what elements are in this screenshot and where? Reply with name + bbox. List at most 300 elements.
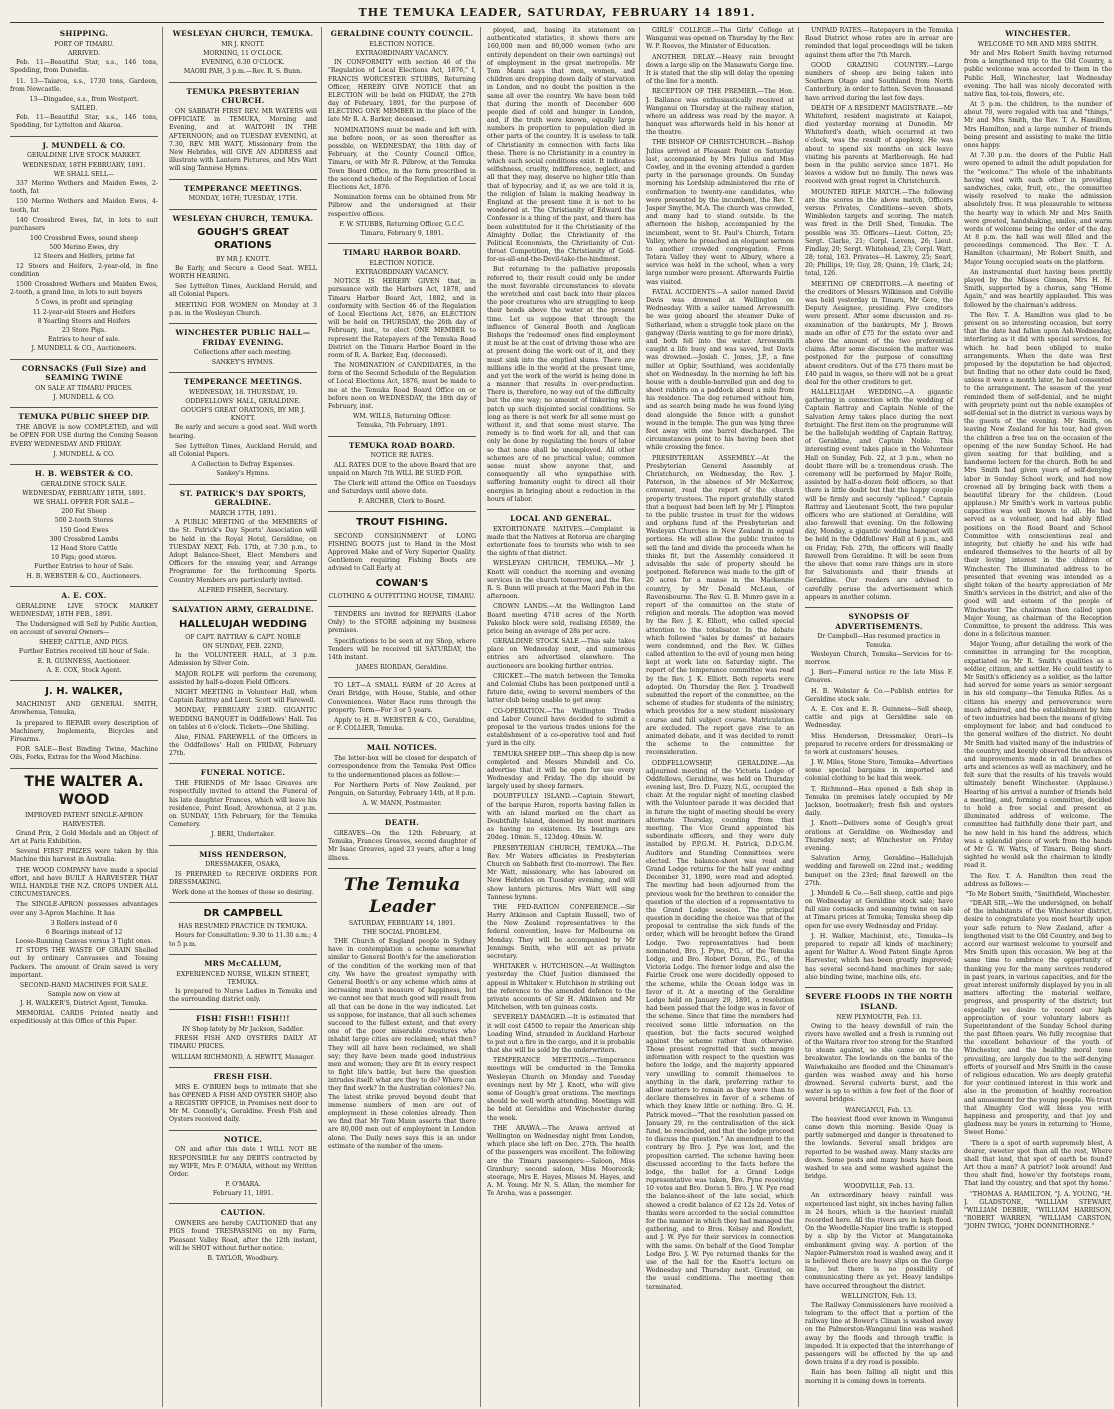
text-line: ELECTION NOTICE. bbox=[369, 259, 435, 267]
column-rule bbox=[10, 464, 158, 465]
text-line: J. Mundell & Co.—Sell sheep, cattle and pigs on Wednesday at Geraldine stock sale; have full size cornsacks and seaming twine on sale at Timaru prices at Temuka; Temuka sheep dip open for use every Wednesday and Friday. bbox=[805, 889, 953, 930]
article-block bbox=[10, 685, 158, 763]
article-block bbox=[10, 773, 158, 1026]
text-line: Wesleyan Church, Temuka—Services for to-morrow. bbox=[805, 650, 953, 667]
text-line: HALLELUJAH WEDDING.—A gigantic gathering in connection with the wedding of Captain Rattray and Captain Noble of the Salvation Army takes place during the next fortnight. The first item on the programme will be the hallelujah wedding of Captain Rattray, of Geraldine, and Captain Noble. This interesting event takes place in the Volunteer Hall on Sunday, Feb. 22, at 3 p.m., when no doubt there will be a tremendous crush. The ceremony will be performed by Major Rolfe, assisted by half-a-dozen field officers, so that there is little doubt but that the happy couple will be firmly and securely "spliced." Captain Rattray and Lieutenant Scott, the two popular officers who are stationed at Geraldine, will also farewell that evening. On the following day, Monday, a gigantic wedding banquet will be held in the Oddfellows' Hall at 6 p.m., and on Friday, Feb. 27th, the officers will finally farewell from Geraldine. It will be seen from the above that some rare things are in store for Salvationists and their friends at Geraldine. Our readers are advised to carefully peruse the advertisement which appears in another column. bbox=[805, 389, 953, 601]
text-line: SATURDAY, FEBRUARY 14, 1891. bbox=[348, 919, 456, 927]
article-heading: FUNERAL NOTICE. bbox=[200, 768, 286, 778]
text-line: ON SUNDAY, FEB. 22ND, bbox=[202, 643, 284, 651]
text-line: H. B. Webster & Co.—Publish entries for Geraldine stock sale. bbox=[805, 687, 953, 703]
text-line: Dr Campbell—Has resumed practice in Temuka. bbox=[817, 633, 941, 649]
article-heading: SHIPPING. bbox=[59, 29, 109, 38]
text-line: J. H. WALKER'S, District Agent, Temuka. bbox=[20, 1000, 148, 1008]
article-heading: FISH! FISH!! FISH!!! bbox=[196, 1014, 290, 1024]
article-heading: FRESH FISH. bbox=[213, 1071, 273, 1081]
text-line: 150 Good Ewes bbox=[59, 526, 109, 534]
column-rule bbox=[805, 607, 953, 608]
text-line: NEW PLYMOUTH, Feb. 13. bbox=[836, 1013, 922, 1021]
text-line: MAORI PAH, 3 p.m.—Rev. R. S. Bunn. bbox=[183, 68, 303, 76]
article-heading: MISS HENDERSON, bbox=[199, 849, 287, 859]
text-line: WE SHALL SELL— bbox=[53, 170, 115, 178]
text-line: Timaru, February 9, 1891. bbox=[360, 229, 444, 237]
article-heading: GERALDINE COUNTY COUNCIL. bbox=[330, 29, 474, 38]
text-line: SHEEP, CATTLE, AND PIGS. bbox=[39, 639, 129, 647]
column-rule bbox=[169, 954, 317, 955]
article-block bbox=[169, 87, 317, 174]
text-line: NOTICE IS HEREBY GIVEN that, in pursuance with the Harbors Act, 1878, and Timaru Harbor Board Act, 1882, and in conformity with Section 46 of the Regulation of Local Elections Act, 1876, an ELECTION will be held on THURSDAY, the 26th day of February, inst., to elect ONE MEMBER to represent the Ratepayers of the Temuka Road District on the Timaru Harbor Board in the room of R. A. Barker, Esq. (deceased). bbox=[328, 278, 476, 359]
text-line: Miss Henderson, Dressmaker, Orari—Is prepared to receive orders for dressmaking or to work at customers' houses. bbox=[805, 732, 953, 756]
text-line: In the VOLUNTEER HALL, at 3 p.m. Admission by Silver Coin. bbox=[169, 652, 317, 668]
text-line: WILLIAM RICHMOND, A. HEWITT, Manager. bbox=[171, 1053, 315, 1061]
text-line: NIGHT MEETING in Volunteer Hall, when Captain Rattray and Lieut. Scott will Farewell. bbox=[169, 688, 317, 705]
text-line: A. W. MANN, Postmaster. bbox=[362, 800, 442, 808]
text-line: TO LET—A SMALL FARM of 20 Acres at Orari Bridge, with House, Stable, and other Conveniences. Water Race runs through the property. Term—For 3 or 5 years. bbox=[328, 682, 476, 714]
text-line: THE FED-RATION CONFERENCE.—Sir Harry Atkinson and Captain Russell, two of the New Zealand representatives to the federal convention, leave for Melbourne on Monday. They will be accompanied by Mr Jennings Smith, who will act as private secretary. bbox=[487, 903, 635, 961]
text-line: Feb. 11—Beautiful Star, s.s., 146 tons, Spedding, from Dunedin. bbox=[10, 59, 158, 75]
text-line: OWNERS are hereby CAUTIONED that any PIGS found TRESPASSING on my Farm, Pleasant Valley Road, after the 12th instant, will be SHOT without further notice. bbox=[169, 1220, 317, 1252]
text-line: An instrumental duet having been prettily played by the Misses Gimson, Mrs H. H. Smith, supported by a chorus, sang "Home Again," and was heartily applauded. This was followed by the chairman's address. bbox=[964, 268, 1112, 309]
text-line: MR J. KNOTT. bbox=[221, 40, 265, 48]
text-line: THE ABOVE is now COMPLETED, and will be OPEN FOR USE during the Coming Season EVERY WEDNESDAY AND FRIDAY. bbox=[10, 424, 158, 448]
column-rule bbox=[169, 845, 317, 846]
text-line: Be Early, and Secure a Good Seat. WELL WORTH HEARING. bbox=[169, 264, 317, 281]
text-line: WEDNESDAY, 18. THURSDAY, 19. bbox=[188, 388, 298, 396]
text-line: Owing to the heavy downfall of rain the rivers have swelled and a fresh is running out of the Waitara river too strong for the Stanford to steam against, so she came on to the breakwater. The lowlands on the banks of the Waiwhakaiho are flooded and the Chinaman's garden was washed away and his horse drowned. Several culverts burst, and the water is up to within a few feet of the floor of several bridges. bbox=[805, 1022, 953, 1104]
text-line: For Northern Ports of New Zealand, per Penguin, on Saturday, February 14th, at 8 p.m. bbox=[328, 781, 476, 797]
text-line: At 7.30 p.m. the doors of the Public Hall were opened to admit the adult population for the "welcome." The whole of the inhabitants having vied with each other in providing sandwiches, cake, fruit, etc., the committee wisely resolved to make the admission absolutely free. It was pleasurable to witness the hearty way in which Mr and Mrs Smith were greeted, handshaking, smiles, and warm words of welcome being the order of the day. At 8 p.m. the hall was well filled and the proceedings commenced. The Rev. T. A. Hamilton (chairman), Mr Robert Smith, and Major Young occupied seats on the platform. bbox=[964, 152, 1112, 266]
column-rule bbox=[169, 179, 317, 180]
text-line: But returning to the palliative proposals referred to, their result could only be under the most favorable circumstances to elevate the wretched and cast back into their places the poor creatures who are struggling to keep their heads above the water at the present time. Let us suppose that through the influence of General Booth and Anglican Bishops the 'redeemed' ones find employment it must be at the cost of driving those who are at present doing the work out of it, and they must sink into the emptied slums. There are millions idle in the world at the present time, and yet the work of the world is being done in a manner that results in over-production. There is, therefore, no way out of the difficulty but the one way; no amount of tinkering with patch up such disjointed social conditions. So long as there is not work for all some must go without it, and that some must starve. The remedy is to find work for all, and that can only be done by regulating the hours of labor so that none shall be unemployed. All other schemes are of no practical value; common sense must show anyone that, and consequently all who sympathise with suffering humanity ought to direct all their energies in bringing about a reduction in the hours of labor. bbox=[487, 266, 635, 503]
column-rule bbox=[169, 484, 317, 485]
text-line: MEETING OF CREDITORS.—A meeting of the creditors of Messrs Wilkinson and Colville was held yesterday in Timaru, Mr Gore, the Deputy Assignee, presiding. Five creditors were present. After some discussion and re-examination of the bankrupts, Mr J. Brown made an offer of £75 for the estate over and above the amount of the two preferential claims. After some discussion the matter was postponed for the purpose of consulting absent creditors. Out of the £75 there must be £40 paid in wages, so there will not be a great deal for the other creditors to get. bbox=[805, 280, 953, 386]
column-rule bbox=[10, 407, 158, 408]
article-block bbox=[169, 377, 317, 479]
article-heading: TIMARU HARBOR BOARD. bbox=[343, 248, 461, 258]
text-line: THE SOCIAL PROBLEM. bbox=[362, 928, 442, 936]
columns-container bbox=[10, 27, 1112, 1407]
text-line: "THOMAS A. HAMILTON, "J. A. YOUNG, "H. J. GLADSTONE, "WILLIAM STEWART, "WILLIAM DEBBIE, "WILLIAM HARRISON, "ROBERT WARREN, "WILLIAM CARSTON, "JOHN TWIGG, "JOHN DONNITHORNE." bbox=[964, 1190, 1112, 1231]
text-line: 11. 13—Taiaroa, s.s., 1730 tons, Gardeen, from Newcastle. bbox=[10, 77, 158, 93]
text-line: MRS E. O'BRIEN begs to intimate that she has OPENED A FISH AND OYSTER SHOP, also a REGISTRY OFFICE, in Premises next door to Mr M. Connolly's, Geraldine. Fresh Fish and Oysters received daily. bbox=[169, 1083, 317, 1124]
article-block bbox=[328, 611, 476, 672]
article-heading: TROUT FISHING. bbox=[356, 517, 448, 529]
text-line: EXTORTIONATE NATIVES.—Complaint is made that the Natives at Rotorua are charging extortionate fees to tourists who wish to see the sights of that district. bbox=[487, 525, 635, 558]
text-line: Work done at the homes of those so desiring. bbox=[172, 888, 314, 896]
article-block bbox=[328, 743, 476, 808]
text-line: WELCOME TO MR AND MRS SMITH. bbox=[977, 40, 1099, 48]
text-line: ANOTHER DELAY.—Heavy rain brought down a large slip on the Manawatu Gorge line. It is stated that the slip will delay the opening of the line for a month. bbox=[646, 53, 794, 86]
text-line: Sample now on view at bbox=[47, 991, 121, 999]
column-rule bbox=[328, 606, 476, 607]
text-line: Specifications to be seen at my Shop, where Tenders will be received till SATURDAY, the 14th instant. bbox=[328, 637, 476, 661]
text-line: MEETING FOR WOMEN on Monday at 3 p.m. in the Wesleyan Church. bbox=[169, 301, 317, 317]
column-rule bbox=[805, 987, 953, 988]
column-6 bbox=[805, 27, 958, 1407]
article-heading: The Temuka Leader bbox=[343, 874, 461, 918]
text-line: GERALDINE STOCK SALE.—This sale takes place on Wednesday next, and numerous entries are advertised elsewhere. The auctioneers are booking further entries. bbox=[487, 638, 635, 670]
text-line: ODDFELLOWS' HALL, GERALDINE. bbox=[185, 397, 301, 405]
text-line: Temuka, 7th February, 1891. bbox=[356, 422, 448, 430]
text-line: THE ARAWA.—The Arawa arrived at Wellington on Wednesday night from London, which place she left on Dec. 27th. The health of the passengers was excellent. The following are the Timaru passengers:—Saloon, Miss Granbury; second saloon, Miss Moorcock; steerage, Mrs E. Hayes, Misses M. Hayes, and A. M. Young. Mr N. S. Allan, the member for Te Aroha, was a passenger. bbox=[487, 1124, 635, 1198]
column-2 bbox=[169, 27, 322, 1407]
text-line: FOR SALE—Best Binding Twine, Machine Oils, Forks, Extras for the Wood Machine. bbox=[10, 746, 158, 762]
text-line: Apply to H. B. WEBSTER & CO., Geraldine, or F. COLLIER, Temuka. bbox=[328, 717, 476, 733]
text-line: WE SHALL OFFER FOR SALE— bbox=[33, 499, 135, 507]
text-line: CRICKET.—The match between the Temuka and Colonial Clubs has been postponed until a future date, owing to several members of the latter club being unable to get away. bbox=[487, 672, 635, 705]
article-block bbox=[169, 1208, 317, 1263]
text-line: GERALDINE STOCK SALE. bbox=[40, 480, 128, 488]
article-heading: CORNSACKS (Full Size) and SEAMING TWINE bbox=[21, 363, 147, 383]
article-block bbox=[169, 328, 317, 367]
text-line: HALLELUJAH WEDDING bbox=[179, 618, 307, 630]
text-line: 140 Crossbred Ewes, fat, in lots to suit purchasers bbox=[10, 216, 158, 232]
article-block bbox=[10, 29, 158, 131]
article-heading: WINCHESTER PUBLIC HALL— FRIDAY EVENING. bbox=[175, 327, 311, 347]
article-block bbox=[328, 441, 476, 507]
text-line: The letter-box will be closed for despatch of correspondence from the Temuka Post Office to the undermentioned places as follow:— bbox=[328, 755, 476, 779]
text-line: ARRIVED. bbox=[68, 49, 100, 57]
text-line: ELECTION NOTICE. bbox=[369, 40, 435, 48]
text-line: ALL RATES DUE to the above Board that are unpaid on March 7th WILL BE SUED FOR. bbox=[328, 461, 476, 477]
article-block bbox=[805, 27, 953, 602]
article-block bbox=[169, 1135, 317, 1199]
text-line: GERALDINE LIVE STOCK MARKET. bbox=[26, 152, 142, 160]
page-masthead: THE TEMUKA LEADER, SATURDAY, FEBRUARY 14 1891. bbox=[10, 6, 1104, 23]
text-line: GOOD GRAZING COUNTRY.—Large numbers of sheep are being taken into Southern Otago and Southland from North Canterbury, in order to fatten. Seven thousand have arrived during the last few days. bbox=[805, 61, 953, 102]
text-line: THE BISHOP OF CHRISTCHURCH.—Bishop Julius arrived at Pleasant Point on Saturday last, accompanied by Mrs Julius and Miss Cowley, and in the evening attended a garden party in the parsonage grounds. On Sunday morning his Lordship administered the rite of confirmation to twenty-one candidates, who were presented by the incumbent, the Rev. T. Jasper Smythe, M.A. The church was crowded, and many had to stand outside. In the afternoon the bishop, accompanied by the incumbent, went to St. Paul's Church, Totara Valley, where he preached an eloquent sermon to another crowded congregation. From Totara Valley they went to Albury, where a service was held in the school, when a very large number were present. Afterwards Fairlie was visited. bbox=[646, 139, 794, 286]
column-4 bbox=[487, 27, 640, 1407]
text-line: A Collection to Defray Expenses. bbox=[191, 461, 295, 469]
article-block bbox=[169, 605, 317, 759]
text-line: GOUGH'S GREAT ORATIONS bbox=[197, 227, 289, 252]
text-line: ALFRED FISHER, Secretary. bbox=[197, 586, 289, 594]
text-line: The Clerk will attend the Office on Tuesdays and Saturdays until above date. bbox=[328, 479, 476, 496]
text-line: RECEPTION OF THE PREMIER.—The Hon. J. Ballance was enthusiastically received at Wanganui on Thursday at the railway station, where an address was read by the mayor. A banquet was afterwards held in his honor at the theatre. bbox=[646, 88, 794, 137]
text-line: ODDFELLOWSHIP, GERALDINE.—An adjourned meeting of the Victoria Lodge of Oddfellows, Geraldine, was held on Thursday evening last, Bro. D. Fuzzy, N.G., occupied the chair. At the regular night of meeting clashed with the Volunteer parade it was decided that in future the night of meeting should be every alternate Thursday, counting from that meeting. The Vice Grand appointed his subordinate officers, and they were duly installed by P.P.G.M. H. Patrick, D.D.G.M. Auditors and Standing Committees were elected. The balance-sheet was read and Grand Lodge returns for the half year ending December 31, 1890, were read and adopted. The meeting had been adjourned from the previous week for the brethren to consider the question of the election of a representative to the Grand Lodge session. The principal question in deciding the choice was that of the proposal to centralise the sick funds of the order, which will be brought before the Grand Lodge. Two representatives had been nominated, Bro. J. Pyne, P.G., of the Temuka Lodge, and Bro. Robert Doran, P.G., of the Victoria Lodge. The former lodge and also the Fairlie Creek one were decidedly opposed to the scheme, while the Ocean lodge was in favor of it. At a meeting of the Geraldine Lodge held on January 29, 1891, a resolution had been passed that the lodge was in favor of the scheme. Since that time the members had received some little information on the question, but the facts secured weighed against the scheme rather than otherwise. Those present regretted that such meagre information with respect to the question was before the lodge, and the majority appeared very unwilling to commit themselves to anything in the dark, preferring rather to allow matters to remain as they were than to declare themselves in favor of a scheme of which they knew little or nothing. Bro. G. H. Patrick moved—"That the resolution passed on January 29, re the centralisation of the sick fund, be rescinded, and that the lodge proceed to discuss the question." An amendment to the contrary by Bro. J. Pye was lost, and the proposition carried. The scheme having been discussed according to the facts before the lodge, the ballot for a Grand Lodge representative was taken, Bro. Pyne receiving 10 votes and Bro. Doran 5. Bro. J. W. Pye read the balance-sheet of the late social, which showed a credit balance of £2 12s 2d. Votes of thanks were accorded to the social committee for the manner in which they had managed the gathering, and to Bros. Kelsey and Rowlett, and J. W. Pye for their services in connection with the same. On behalf of the Good Templar Lodge Bro. J. W. Pye returned thanks for the use of the hall for the Knott's lecture on Wednesday and Thursday next. Granted, on the usual conditions. The meeting then terminated. bbox=[646, 759, 794, 1291]
article-heading: TEMPERANCE MEETINGS. bbox=[183, 376, 303, 386]
text-line: 11 2-year-old Steers and Heifers bbox=[32, 308, 136, 316]
text-line: J. MUNDELL & CO., Auctioneers. bbox=[31, 345, 137, 353]
article-heading: TEMUKA ROAD BOARD. bbox=[348, 440, 456, 450]
column-rule bbox=[169, 1067, 317, 1068]
text-line: P. O'MARA. bbox=[225, 1181, 261, 1189]
text-line: IMPROVED PATENT SINGLE-APRON HARVESTER. bbox=[24, 812, 143, 828]
article-block bbox=[169, 29, 317, 77]
text-line: The Rev. T. A. Hamilton was glad to be present on so interesting occasion, but sorry that the date had fallen upon Ash-Wednesday, interfering as it did with special services, for which he had been obliged to make arrangements. When the date was first proposed by the deputation he had objected, but finding that no other date could be fixed, unless it were a month later, he had consented to the arrangement. The season of the year reminded them of self-denial, and he might with propriety point out the noble examples of self-denial set in the district in various ways by the guests of the evening. Mr Smith, on leaving New Zealand for his tour, had given the children a free tea on the occasion of the opening of the new Sunday School. He had given seating for that building, and a handsome lectern for the church. Both he and Mrs Smith had given years of self-denying labor in Sunday School work, and had now crowned all by bringing back with them a beautiful library for the children. (Loud applause.) Mr Smith's work in various public capacities was well known to all. He had served as a volunteer, and had ably filled positions on the Road Board and School Committee with conscientious zeal and integrity, but chiefly he and his wife had endeared themselves to the hearts of all by their loving interest in the children of Winchester. The illuminated address to be presented that evening was intended as a slight token of the hearty appreciation of Mr Smith's services in the district, and also of the good will and esteem of the people of Winchester. The chairman then called upon Major Young, as chairman of the Reception Committee, to present the address. This was done in a felicitous manner. bbox=[964, 311, 1112, 639]
text-line: MACHINIST AND GENERAL SMITH, Arowhenua, Temuka, bbox=[10, 701, 158, 717]
text-line: Hours for Consultation: 9.30 to 11.30 a.m.; 4 to 5 p.m. bbox=[169, 932, 317, 948]
text-line: UNPAID RATES.—Ratepayers in the Temuka Road District whose rates are in arrear are reminded that legal proceedings will be taken against them after the 7th March. bbox=[805, 27, 953, 59]
text-line: MAJOR ROLFE will perform the ceremony, assisted by half-a-dozen Field Officers. bbox=[169, 670, 317, 686]
column-rule bbox=[10, 359, 158, 360]
text-line: J. MUNDELL & CO. bbox=[53, 450, 115, 458]
text-line: 23 Store Pigs. bbox=[61, 326, 107, 334]
article-heading: H. B. WEBSTER & CO. bbox=[34, 468, 134, 478]
article-block bbox=[805, 992, 953, 1386]
article-block bbox=[328, 682, 476, 733]
text-line: Also, FINAL FAREWELL of the Officers in the Oddfellows' Hall on FRIDAY, February 27th. bbox=[169, 733, 317, 758]
article-block bbox=[10, 412, 158, 459]
text-line: WANGANUI, Feb. 13. bbox=[845, 1106, 913, 1114]
text-line: "To Mr Robert Smith, "Smithfield, Winchester. bbox=[965, 890, 1111, 898]
text-line: PRESBYTERIAN ASSEMBLY.—At the Presbyterian General Assembly at Christchurch, on Wednesday, the Rev. J. Paterson, in the absence of Mr McKerrow, convener, read the report of the church property trustees. The report gratefully stated that a bequest had been left by Mr J. Plimpton to the public trustee in trust for the widows and orphans fund of the Presbyterian and Wesleyan Churches in New Zealand in equal portions. He will allow the public trustee to sell the land and divide the proceeds when he thinks fit, but the Assembly considered it advisable the sale of property should be postponed. Reference was made to the gift of 20 acres for a manse in the Mackenzie country, by Mr Donald McLean, of Ravensbourne. The Rev. G. B. Munro gave in a report of the committee on the state of religion and morals. The adoption was moved by the Rev. J. K. Elliott, who called special attention to the totalisator. In the debate which followed "sales by dames" at bazaars were condemned, and the Rev. W. Gillies called attention to the evil of young men being kept at work late on Saturday night. The report of the temperance committee was read by the Rev. J. K. Elliott. Both reports were adopted. On Thursday the Rev. J. Treadwell submitted the report of the committee, on the scheme of studies for students of the ministry, which provides for a new student missionary course and full subject course. Matriculation are excluded. The report gave rise to an animated debate, and it was decided to remit the scheme to the committee for reconsideration. bbox=[646, 454, 794, 757]
text-line: E. R. GUINNESS, Auctioneer. bbox=[37, 657, 131, 665]
text-line: Is prepared to REPAIR every description of Machinery, Implements, Bicycles and Firearms. bbox=[10, 719, 158, 743]
column-rule bbox=[10, 768, 158, 769]
article-heading: TEMUKA PRESBYTERIAN CHURCH. bbox=[186, 86, 300, 106]
text-line: THE Church of England people in Sydney have in contemplation a scheme somewhat similar to General Booth's for the amelioration of the condition of the working men of that city. We have the greatest sympathy with General Booth's or any scheme which aims at increasing man's measure of happiness, but we cannot see that much good will result from all that can be done in the way indicated. Let us suppose, for instance, that all such schemes succeed to the fullest extent, and that every one of the poor miserable creatures who inhabit large cities are reclaimed; what then? They will all have been reclaimed, we shall say; they have been made good industrious men and women; they are fit in every respect to fight life's battle, but here the question intrudes itself: what are they to do? Where can they find work? In the Australian colonies? No. The latest strike proved beyond doubt that immense numbers of men are out of employment in those colonies already. Then we find that Mr Tom Mann asserts that there are 80,000 men out of employment in London alone. The Daily news says this is an under estimate of the number of the unem- bbox=[328, 938, 476, 1150]
column-rule bbox=[328, 436, 476, 437]
text-line: 5 Cows, in profit and springing bbox=[35, 299, 133, 307]
text-line: PRESBYTERIAN CHURCH, TEMUKA.—The Rev. Mr Waters officiates in Presbyterian Church on Sabbath first (to-morrow). The Rev. Mr Watt, missionary, who has laboured on New Hebrides on Tuesday evening, and will show lantern pictures. Mrs Watt will sing Tannese hymns. bbox=[487, 844, 635, 901]
article-heading: WESLEYAN CHURCH, TEMUKA. bbox=[172, 29, 314, 38]
text-line: 1500 Crossbred Wethers and Maiden Ewes, 2-tooth, a grand line, in lots to suit buyers bbox=[10, 281, 158, 297]
text-line: 'There is a spot of earth supremely blest, A dearer, sweeter spot than all the rest, Where shall that land, that spot of earth be found? Art thou a man? A patriot? look around! And thou shalt find, howe'er thy footsteps roam, That land thy country, and that spot thy home.' bbox=[964, 1139, 1112, 1188]
text-line: FATAL ACCIDENTS.—A sailor named David Davis was drowned at Wellington on Wednesday. With a sailor named Arrowsmith he was going aboard the steamer Duke of Sutherland, when a struggle took place on the gangway (Davis wanting to go for more drink), and both fell into the water. Arrowsmith caught a life buoy and was saved, but Davis was drowned.—Josiah C. Jones, J.P., a fine miller at Ophir, Southland, was accidentally shot on Wednesday. In the morning he left his house with a double-barrelled gun and dog to shoot rabbits on a paddock about a mile from his residence. The dog returned without him, and as search being made he was found lying dead alongside the fence with a gunshot wound in the temple. The gun was lying three feet away with one barrel discharged. The circumstances point to his having been shot while crossing the fence. bbox=[646, 288, 794, 452]
text-line: TEMUKA SHEEP DIP.—This sheep dip is now completed and Messrs Mundell and Co. advertise that it will be open for use every Wednesday and Friday. The dip should be largely used by sheep farmers. bbox=[487, 750, 635, 791]
article-heading: J. MUNDELL & CO. bbox=[42, 140, 126, 150]
text-line: DRESSMAKER, OSAKA, bbox=[205, 861, 281, 869]
text-line: The Railway Commissioners have received a telegram to the effect that a portion of the railway line at Bower's Clinan is washed away on the Palmerston-Wanganui line was washed away by the floods and through traffic is impeded. It is expected that the interchange of passengers will be effected by the up and down trains if a dry road is possible. bbox=[805, 1301, 953, 1367]
text-line: The SINGLE-APRON possesses advantages over any 3-Apron Machine. It has bbox=[10, 901, 158, 917]
text-line: Mr and Mrs Robert Smith having returned from a lengthened trip to the Old Country, a public welcome was accorded to them in the Public Hall, Winchester, last Wednesday evening. The hall was nicely decorated with native flax, toi-tois, flowers, etc. bbox=[964, 49, 1112, 98]
article-heading: ST. PATRICK'S DAY SPORTS, GERALDINE. bbox=[179, 488, 307, 508]
column-rule bbox=[169, 1009, 317, 1010]
text-line: IN CONFORMITY with section 46 of the "Regulation of Local Elections Act, 1876," I, FRANCIS WORCESTER STUBBS, Returning Officer, HEREBY GIVE NOTICE that an ELECTION will be held on FRIDAY, the 27th day of February, 1891, for the purpose of ELECTING ONE MEMBER in the place of the late Mr R. A. Barker, deceased. bbox=[328, 59, 476, 124]
text-line: HAS RESUMED PRACTICE IN TEMUKA. bbox=[178, 923, 308, 931]
text-line: The Rev. T. A. Hamilton then read the address as follows:— bbox=[964, 872, 1112, 888]
text-line: TEMPERANCE MEETINGS.—Temperance meetings will be conducted in the Temuka Wesleyan Church on Monday and Tuesday evenings next by Mr J. Knott, who will give some of Gough's great orations. The meetings should be well worth attending. Meetings will be held at Geraldine and Winchester during the week. bbox=[487, 1057, 635, 1122]
text-line: IT STOPS THE WASTE OF GRAIN Shelled out by ordinary Canvasses and Tossing Packers. The amount of Grain saved is very important. bbox=[10, 947, 158, 979]
text-line: The NOMINATION of CANDIDATES, in the form of the Second Schedule of the Regulation of Local Elections Act, 1876, must be made to me at the Temuka Road Board Office on or before noon on WEDNESDAY, the 18th day of February, inst. bbox=[328, 362, 476, 411]
text-line: MORNING, 11 O'CLOCK. bbox=[203, 49, 283, 57]
text-line: PORT OF TIMARU. bbox=[54, 40, 114, 48]
article-block bbox=[10, 141, 158, 354]
text-line: Major Young, after detailing the work of the committee in arranging for the reception, expatiated on Mr R. Smith's qualities as a soldier, citizen, and settler. He could testify to Mr Smith's efficiency as a soldier, as the latter had served for some years as senior sergeant in his old company—the Temuka Rifles. As a citizen his energy and perseverance were much admired, and the establishment by him of two industries had been the means of giving employment for labor, and had conduced to the general welfare of the district. No doubt Mr Smith had visited many of the industries of the country, and keenly observed the advances and improvements made in all branches of arts and sciences as well as machinery, and he felt sure that the results of his travels would ultimately benefit Winchester. (Applause.) Hearing of his arrival a number of friends held a meeting, and, forming a committee, decided to hold a free social and present an illuminated address of welcome. The committee had faithfully done their part, and he now held in his hand the address, which was a splendid piece of work from the hands of Mr G. W. Watts, of Timaru. Being short-sighted he would ask the chairman to kindly read it. bbox=[964, 641, 1112, 870]
text-line: J. MUNDELL & CO. bbox=[53, 394, 115, 402]
article-heading: WINCHESTER. bbox=[1005, 29, 1071, 38]
article-block bbox=[328, 29, 476, 238]
text-line: Sankey's Hymns. bbox=[216, 470, 270, 478]
column-7 bbox=[964, 27, 1114, 1407]
text-line: ON SABBATH FIRST REV. MR WATERS will OFFICIATE in TEMUKA, Morning and Evening, and at WAITOHI IN THE AFTERNOON; and on TUESDAY EVENING, at 7.30, REV. MR WATT, Missionary from the New Hebrides, will GIVE AN ADDRESS and illustrate with Lantern Pictures, and Mrs Watt will sing Tannese Hymns. bbox=[169, 108, 317, 173]
text-line: IN Shop lately by Mr Jackson, Saddler. bbox=[182, 1026, 304, 1034]
text-line: DOUBTFULLY ISLAND.—Captain Stewart, of the barque Huron, reports having fallen in with an island marked on the chart as Doubtfully Island, deemed by most mariners as having no existence. Its bearings are 20deg. 10min. S., 123deg. 49min. W. bbox=[487, 793, 635, 842]
text-line: 12 Steers and Heifers, 2-year-old, in fine condition bbox=[10, 262, 158, 278]
text-line: MEMORIAL CARDS Printed neatly and expeditiously at this Office of this Paper. bbox=[10, 1009, 158, 1025]
column-rule bbox=[328, 511, 476, 512]
column-rule bbox=[328, 243, 476, 244]
column-rule bbox=[169, 372, 317, 373]
text-line: SEVERELY DAMAGED.—It is estimated that it will cost £4500 to repair the American ship Loading Wind, stranded in Auckland Harbour to put out a fire in the cargo, and it is probable that she will be sold by the underwriters. bbox=[487, 1014, 635, 1055]
article-block bbox=[169, 184, 317, 204]
column-1 bbox=[10, 27, 163, 1407]
text-line: DEATH OF A RESIDENT MAGISTRATE.—Mr Whiteford, resident magistrate at Kaiapoi, died yesterday morning at Dunedin. Mr Whiteford's death, which occurred at two o'clock, was the result of apoplexy. He was about to spend six months on sick leave visiting his parents at Marlborough. He had been in the public service since 1871. He leaves a widow but no family. The news was received with great regret in Christchurch. bbox=[805, 104, 953, 186]
text-line: MONDAY, 16TH; TUESDAY, 17TH. bbox=[188, 195, 298, 203]
text-line: WEDNESDAY, 18TH FEBRUARY, 1891. bbox=[22, 161, 146, 169]
article-block bbox=[169, 489, 317, 595]
text-line: 200 Fat Sheep bbox=[61, 508, 107, 516]
article-block bbox=[328, 818, 476, 863]
text-line: Salvation Army, Geraldine—Hallelujah wedding and farewell on 22nd inst.; wedding banquet on the 23rd; final farewell on the 27th. bbox=[805, 855, 953, 887]
article-block bbox=[964, 29, 1112, 1232]
article-block bbox=[10, 469, 158, 581]
text-line: MONDAY, FEBRUARY 23RD. GIGANTIC WEDDING BANQUET in Oddfellows' Hall. Tea on tables at 6 o'clock. Tickets—One Shilling. bbox=[169, 707, 317, 731]
column-5 bbox=[646, 27, 799, 1407]
article-block bbox=[646, 27, 794, 1292]
column-rule bbox=[169, 82, 317, 83]
text-line: Collections after each meeting. bbox=[193, 349, 293, 357]
article-heading: CAUTION. bbox=[220, 1208, 266, 1218]
text-line: Be early and secure a good seat. Well worth hearing. bbox=[169, 424, 317, 440]
column-rule bbox=[328, 677, 476, 678]
text-line: GOUGH'S GREAT ORATIONS, BY MR J. KNOTT. bbox=[180, 407, 306, 423]
text-line: GERALDINE LIVE STOCK MARKET WEDNESDAY, 18TH FEB., 1891. bbox=[10, 602, 158, 618]
column-rule bbox=[169, 1203, 317, 1204]
text-line: 337 Merino Wethers and Maiden Ewes, 2-tooth, fat bbox=[10, 179, 158, 196]
article-block bbox=[169, 850, 317, 898]
text-line: MOUNTED RIFLE MATCH.—The following are the scores in the above match, Officers versus Privates, Conditions—seven shots, Wimbledon targets and scoring. The match was fired in the Drill Shed, Temuka. The possible was 35. Officers—Lieut. Cotton, 25; Sergt. Clarke, 21; Corpl. Levens, 26; Lieut. Findlay, 20; Sergt. Whitehead, 23; Corpl. Watt, 28; total, 163. Privates—H. Lawrey, 25; Searl, 20; Phillips, 19; Guy, 28; Quinn, 19; Clark, 24; total, 126. bbox=[805, 188, 953, 278]
text-line: See Lyttelton Times, Auckland Herald, and all Colonial Papers. bbox=[169, 283, 317, 299]
text-line: F. ARCHER, Clerk to Board. bbox=[358, 498, 446, 506]
column-rule bbox=[10, 680, 158, 681]
text-line: BY MR J. KNOTT. bbox=[216, 255, 270, 263]
text-line: WM. WILLS, Returning Officer. bbox=[352, 413, 452, 421]
text-line: 500 Merino Ewes, dry bbox=[49, 244, 119, 252]
article-heading: SEVERE FLOODS IN THE NORTH ISLAND. bbox=[805, 991, 953, 1011]
column-rule bbox=[169, 902, 317, 903]
text-line: 12 Head Store Cattle bbox=[50, 545, 118, 553]
text-line: J. BERI, Undertaker. bbox=[211, 831, 275, 839]
column-rule bbox=[328, 738, 476, 739]
text-line: EXTRAORDINARY VACANCY. bbox=[355, 269, 449, 277]
text-line: Further Entries received till hour of Sale. bbox=[18, 648, 150, 656]
text-line: THE FRIENDS of Mr Isaac Greaves are respectfully invited to attend the Funeral of his late daughter Frances, which will leave his residence, Point Road, Arowhenua, at 2 p.m. on SUNDAY, 15th February, for the Temuka Cemetery. bbox=[169, 780, 317, 829]
text-line: 500 2-tooth Stores bbox=[54, 517, 114, 525]
text-line: Grand Prix, 2 Gold Medals and an Object of Art at Paris Exhibition. bbox=[10, 829, 158, 846]
text-line: J. Beri—Funeral notice re the late Miss F. Greaves. bbox=[805, 669, 953, 685]
text-line: OF CAPT. RATTRAY & CAPT. NOBLE bbox=[185, 633, 301, 641]
text-line: 8 Yearling Steers and Heifers bbox=[37, 317, 131, 325]
text-line: J. Knott—Delivers some of Gough's great orations at Geraldine on Wednesday and Thursday next; at Winchester on Friday evening. bbox=[805, 820, 953, 852]
article-heading: MAIL NOTICES. bbox=[366, 743, 438, 753]
article-heading: A. E. COX. bbox=[61, 590, 107, 600]
text-line: EVENING, 6.30 O'CLOCK. bbox=[201, 59, 285, 67]
article-heading: NOTICE. bbox=[223, 1134, 263, 1144]
article-block bbox=[487, 514, 635, 1199]
text-line: SAILED. bbox=[70, 105, 98, 113]
column-rule bbox=[169, 763, 317, 764]
text-line: TENDERS are invited for REPAIRS (Labor Only) to the STORE adjoining my business premises. bbox=[328, 610, 476, 635]
text-line: NOTICE RE RATES. bbox=[370, 452, 434, 460]
text-line: At 5 p.m. the children, to the number of about 70, were regaled with tea and "things," Mr and Mrs Smith, the Rev. T. A. Hamilton, Mrs Hamilton, and a large number of friends being present and assisting to make the little ones happy. bbox=[964, 101, 1112, 150]
text-line: SECOND-HAND MACHINES FOR SALE. bbox=[19, 982, 149, 990]
text-line: ployed, and, basing its statement on authenticated statistics, it shows there are 160,000 men and 80,000 women (who are entirely dependent on their own earnings) out of employment in the great metropolis. Mr Tom Mann says that men, women, and children are dropping down daily of starvation in London, and no doubt the position is the same all over the country. We have been told that during the month of December 600 people died of cold and hunger in London, and, if the truth were known, equally large numbers in proportion to population died in other parts of the country. It is useless to talk of Christianity in connection with facts like these. There is no Christianity in a country in which such social conditions exist. It indicates selfishness, cruelty, indifference, neglect, and all that they may, deserve no higher title than that of hypocrisy, and if, as we are told it is, the religion of Islam is making headway in England at the present time it is not to be wondered at. The Christianity of Edward the Confessor is a thing of the past, and there has been substituted for it the Christianity of the Almighty Dollar, the Christianity of the Political Economists, the Christianity of Cut-throat Competition, the Christianity of Gold-for-us-all-and-the-Devil-take-the-hindmost. bbox=[487, 27, 635, 264]
text-line: GREAVES—On the 12th February, at Temuka, Frances Greaves, second daughter of Mr Isaac Greaves, aged 23 years, after a long illness. bbox=[328, 830, 476, 862]
text-line: Nomination forms can be obtained from Mr Pilbrow and the undersigned at their respective offices. bbox=[328, 194, 476, 218]
text-line: IS PREPARED to RECEIVE ORDERS FOR DRESSMAKING. bbox=[169, 870, 317, 886]
text-line: CLOTHING & OUTFITTING HOUSE, TIMARU. bbox=[328, 592, 476, 600]
text-line: CROWN LANDS.—At the Wellington Land Board meeting 4718 acres of the North Pakeko block were sold, realising £6589, the price being an average of 28s per acre. bbox=[487, 603, 635, 635]
article-heading: MRS McCALLUM, bbox=[204, 958, 282, 968]
text-line: COWAN'S bbox=[375, 577, 429, 589]
text-line: B. TAYLOR, Woodbury. bbox=[207, 1254, 279, 1262]
text-line: Further Entries to hour of Sale. bbox=[34, 563, 134, 571]
article-block bbox=[10, 364, 158, 403]
column-rule bbox=[328, 813, 476, 814]
article-block bbox=[487, 27, 635, 504]
column-rule bbox=[10, 136, 158, 137]
text-line: Several FIRST PRIZES were taken by this Machine this harvest in Australia. bbox=[10, 848, 158, 864]
text-line: 3 Rollers instead of 6 bbox=[50, 919, 118, 927]
text-line: CO-OPERATION.—The Wellington Trades and Labor Council have decided to submit a proposal to the various trades unions for the establishment of a co-operative tool and fuel yard in the city. bbox=[487, 707, 635, 748]
text-line: F. W. STUBBS, Returning Officer, G.C.C. bbox=[339, 220, 465, 228]
article-heading: TEMUKA PUBLIC SHEEP DIP. bbox=[18, 412, 150, 422]
text-line: The heaviest flood ever known in Wanganui came down this morning. Beside Quay is partly submerged and danger is threatened to the lowlands. Several small bridges are reported to be washed away. Many stacks are down. Some posts and many boats have been washed to sea and some washed against the bridge. bbox=[805, 1115, 953, 1181]
text-line: WHITAKER v. HUTCHISON.—At Wellington yesterday the Chief Justice dismissed the appeal in Whitaker v. Hutchison in striking out the reference to the amended defence to the private accounts of Sir H. Atkinson and Mr Mitchelson, with ten guineas costs. bbox=[487, 963, 635, 1012]
article-block bbox=[169, 214, 317, 318]
text-line: H. B. WEBSTER & CO., Auctioneers. bbox=[26, 572, 142, 580]
text-line: "DEAR SIR,—We the undersigned, on behalf of the inhabitants of the Winchester district, desire to congratulate you most heartily upon your safe return to New Zealand, after a lengthened visit to the Old Country, and beg to accord our warmest welcome to yourself and Mrs Smith upon this occasion. We beg at the same time to embrace the opportunity of thanking you for the many services rendered in past years, in various capacities, and for the great interest uniformly displayed by you in all matters affecting the material welfare, progress, and prosperity of the district; but especially we desire to record our high appreciation of your voluntary labors as Superintendent of the Sunday School during the past fifteen years. We fully recognise that the excellent behaviour of the youth of Winchester, and the healthy moral tone prevailing, are largely due to the self-denying efforts of yourself and Mrs Smith in the cause of religious education. We are deeply grateful for your continued interest in this work and also in the promotion of healthy recreation and amusement for the young people. We trust that Almighty God will bless you with happiness and prosperity, and that joy and gladness may be yours in returning to 'Home, Sweet Home.' bbox=[964, 900, 1112, 1137]
text-line: THE WOOD COMPANY have made a special effort, and have BUILT A HARVESTER THAT WILL HANDLE THE N.Z. CROPS UNDER ALL CIRCUMSTANCES. bbox=[10, 866, 158, 899]
text-line: February 11, 1891. bbox=[212, 1190, 274, 1198]
article-heading: DEATH. bbox=[384, 818, 420, 828]
text-line: EXPERIENCED NURSE, WILKIN STREET, TEMUKA. bbox=[176, 970, 310, 986]
text-line: 300 Crossbred Lambs bbox=[49, 535, 119, 543]
text-line: J. H. Walker, Machinist, etc., Temuka—Is prepared to repair all kinds of machinery; agent for Walter A. Wood Patent Single Apron Harvester, which has been greatly improved; has several second-hand machines for sale; also binding twine, machine oils, etc. bbox=[805, 932, 953, 981]
article-heading: WESLEYAN CHURCH, TEMUKA. bbox=[172, 213, 314, 223]
column-rule bbox=[10, 586, 158, 587]
text-line: 10 Pigs; good stores. bbox=[51, 554, 117, 562]
article-block bbox=[169, 959, 317, 1005]
article-block bbox=[10, 591, 158, 675]
text-line: MARCH 17TH, 1891. bbox=[209, 510, 277, 518]
article-heading: SALVATION ARMY, GERALDINE. bbox=[172, 604, 314, 614]
text-line: SANKEY'S HYMNS. bbox=[211, 358, 275, 366]
text-line: ON SALE AT TIMARU PRICES. bbox=[35, 385, 133, 393]
text-line: Entries to hour of sale. bbox=[48, 336, 120, 344]
article-heading: TEMPERANCE MEETINGS. bbox=[183, 183, 303, 193]
text-line: NOMINATIONS must be made and left with me before noon, or as soon thereafter as possible, on WEDNESDAY, the 18th day of February, at the County Council Office, Timaru, or with Mr R. Pilbrow, at the Temuka Town Board Office, in the form prescribed in the second schedule of the Regulation of Local Elections Act, 1876. bbox=[328, 126, 476, 191]
text-line: GIRLS' COLLEGE.—The Girls' College at Wanganui was opened on Thursday by the Rev. W. P. Reeves, the Minister of Education. bbox=[646, 27, 794, 51]
article-block bbox=[328, 248, 476, 431]
article-block bbox=[169, 1072, 317, 1125]
text-line: 13—Dingadee, s.s., from Westport. bbox=[29, 95, 139, 103]
article-heading: DR CAMPBELL bbox=[203, 908, 283, 920]
text-line: WOODVILLE, Feb. 13. bbox=[843, 1183, 915, 1191]
text-line: FRESH FISH AND OYSTERS DAILY AT TIMARU PRICES. bbox=[169, 1035, 317, 1051]
text-line: 100 Crossbred Ewes, sound sheep bbox=[30, 235, 138, 243]
text-line: A. E. COX, Stock Agent. bbox=[46, 666, 122, 674]
text-line: T. Richmond—Has opened a fish shop in Temuka (in premises lately occupied by Mr Jackson, bootmaker); fresh fish and oysters daily. bbox=[805, 785, 953, 818]
text-line: WEDNESDAY, FEBRUARY 18TH, 1891. bbox=[22, 489, 146, 497]
text-line: WESLEYAN CHURCH, TEMUKA.—Mr J. Knott will conduct the morning and evening services in the church tomorrow, and the Rev. R. S. Bunn will preach at the Maori Pah in the afternoon. bbox=[487, 560, 635, 601]
text-line: A PUBLIC MEETING of the MEMBERS of the St. Patrick's Day Sports' Association will be held in the Royal Hotel, Geraldine, on TUESDAY NEXT, Feb. 17th, at 7.30 p.m., to Adopt Balance-Sheet, Elect Members and Officers for the ensuing year, and Arrange Programme for the forthcoming Sports. Country Members are particularly invited. bbox=[169, 519, 317, 584]
column-3 bbox=[328, 27, 481, 1407]
article-block bbox=[805, 612, 953, 982]
text-line: J. W. Miles, Stone Store, Temuka—Advertises some special bargains in imported and colonial clothing to be had this week. bbox=[805, 759, 953, 783]
column-rule bbox=[169, 600, 317, 601]
text-line: 6 Bearings instead of 12 bbox=[45, 928, 123, 936]
text-line: An extraordinary heavy rainfall was experienced last night, six inches having fallen in 24 hours, which is the heaviest rainfall recorded here. All the rivers are in high flood. On the Woodville-Napier line traffic is stopped by a slip by the Victor at Mangatainoka embankment giving way. A portion of the Napier-Palmerston road is washed away, and it is believed there are heavy slips on the Gorge line, but there is no possibility of communicating there as yet. Heavy landslips have occurred throughout the district. bbox=[805, 1192, 953, 1290]
text-line: 150 Merino Wethers and Maiden Ewes, 4-tooth, fat bbox=[10, 198, 158, 214]
text-line: JAMES RIORDAN, Geraldine. bbox=[355, 664, 448, 672]
column-rule bbox=[487, 509, 635, 510]
text-line: Loose-Running Canvas versus 3 Tight ones. bbox=[15, 938, 153, 946]
article-heading: THE WALTER A. WOOD bbox=[24, 773, 144, 809]
article-block bbox=[169, 1014, 317, 1062]
column-rule bbox=[328, 868, 476, 869]
